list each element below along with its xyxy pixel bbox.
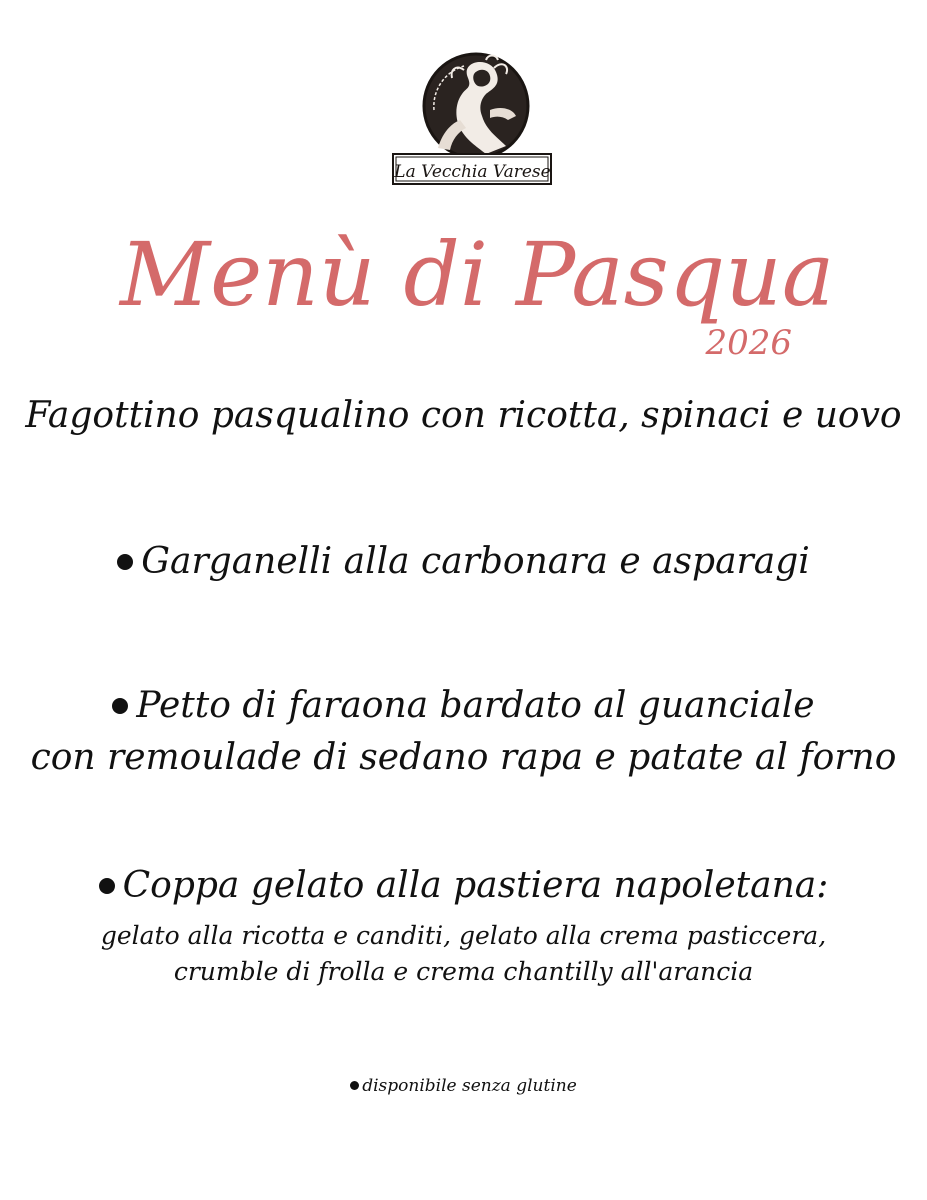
gluten-free-footnote <box>0 1074 927 1098</box>
course-dessert-detail-2-row <box>0 954 927 990</box>
menu-title-block <box>120 223 835 365</box>
gluten-free-bullet-icon <box>117 554 133 570</box>
gluten-free-bullet-icon <box>350 1081 359 1090</box>
course-dessert-detail-1: gelato alla ricotta e canditi, gelato alla crema pasticcera, <box>100 921 827 950</box>
gluten-free-bullet-icon <box>112 698 128 714</box>
logo-name-plate-text: La Vecchia Varese <box>394 162 551 182</box>
menu-title: Menù di Pasqua <box>120 223 835 326</box>
course-primo <box>0 540 927 584</box>
course-secondo-line-1: Petto di faraona bardato al guanciale <box>136 685 815 726</box>
course-secondo-line-2-row <box>0 736 927 780</box>
course-dessert-detail-2: crumble di frolla e crema chantilly all'arancia <box>173 957 754 986</box>
gluten-free-footnote-text: disponibile senza glutine <box>362 1076 577 1096</box>
course-antipasto-text: Fagottino pasqualino con ricotta, spinaci e uovo <box>25 395 902 436</box>
course-antipasto <box>0 394 927 438</box>
gluten-free-bullet-icon <box>99 878 115 894</box>
course-dessert <box>0 864 927 908</box>
course-primo-text: Garganelli alla carbonara e asparagi <box>141 541 810 582</box>
course-dessert-text: Coppa gelato alla pastiera napoletana: <box>122 865 829 906</box>
menu-year: 2026 <box>705 323 792 363</box>
course-dessert-detail-1-row <box>0 918 927 954</box>
course-secondo-line-2: con remoulade di sedano rapa e patate al forno <box>30 737 897 778</box>
course-secondo <box>0 684 927 728</box>
